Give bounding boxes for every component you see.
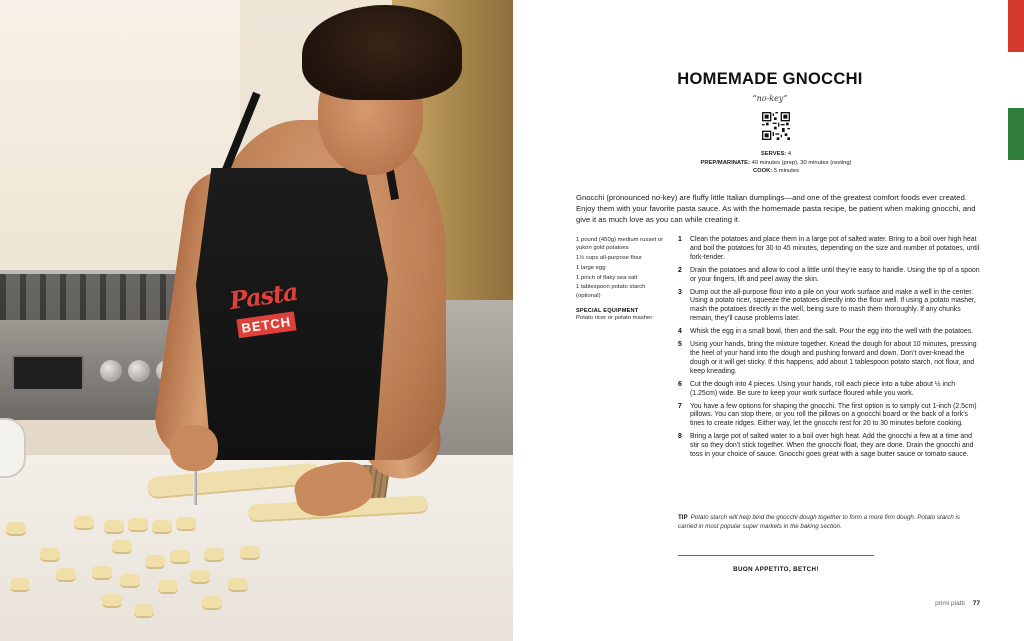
cook-label: COOK: — [752, 168, 773, 175]
gnocchi-piece — [102, 594, 122, 608]
ingredient-list — [576, 236, 668, 300]
serves-label: SERVES: — [760, 151, 787, 157]
recipe-intro: Gnocchi (pronounced no-key) are fluffy little Italian dumplings—and one of the greatest comfort foods ever created. Enjoy them with your favorite pasta sauce. As with the homemade pasta recipe, be patient when making gnocchi, and give it as much love as you can while creating it. — [576, 193, 976, 224]
chapter-tab-red — [1008, 0, 1024, 52]
step-text: Cut the dough into 4 pieces. Using your hands, roll each piece into a tube about ½ inch (1.25cm) wide. Be sure to keep your work surface floured while you work. — [690, 380, 956, 397]
gnocchi-piece — [158, 580, 178, 594]
serves-value: 4 — [787, 151, 792, 157]
step-number: 8 — [678, 433, 682, 441]
gnocchi-piece — [112, 540, 132, 554]
gnocchi-piece — [145, 555, 165, 569]
step-number: 4 — [678, 328, 682, 336]
hair — [302, 5, 462, 100]
ingredients-column — [576, 236, 668, 324]
step-text: Bring a large pot of salted water to a boil over high heat. Add the gnocchi a few at a time and stir so they don’t stick together. When the gnocchi float, they are done. Drain the gnocchi and toss in your choice of sauce. Gnocchi goes great with a sage butter sauce or tomato sauce. — [690, 433, 974, 459]
left-hand — [170, 425, 218, 471]
step-text: Using your hands, bring the mixture together. Knead the dough for about 10 minutes, pressing the heel of your hand into the dough and pushing forward and down. Don’t over-knead the dough or it will get sticky. If this happens, add about 1 tablespoon potato starch, not flour, and keep kneading. — [690, 341, 977, 375]
oven-display — [12, 355, 84, 391]
gnocchi-piece — [10, 578, 30, 592]
chapter-tab-green — [1008, 108, 1024, 160]
ingredient-item: 1 pound (450g) medium russet or yukon gold potatoes — [576, 237, 664, 252]
gnocchi-piece — [74, 516, 94, 530]
step-text: Whisk the egg in a small bowl, then and the salt. Pour the egg into the well with the potatoes. — [690, 328, 974, 336]
step-3 — [678, 289, 980, 325]
step-5 — [678, 341, 980, 377]
prep-label: PREP/MARINATE: — [700, 159, 750, 166]
gnocchi-piece — [152, 520, 172, 534]
ingredient-item: 1 tablespoon potato starch (optional) — [576, 284, 646, 299]
ingredient-item: 1½ cups all-purpose flour — [576, 255, 643, 262]
step-text: Dump out the all-purpose flour into a pile on your work surface and make a well in the center. Using a potato ricer, squeeze the potatoes directly into the flour well. If using a potato masher, mash the potatoes directly in the well, being sure to mash them thoroughly. If any chunks remain, they’ll cause problems later. — [690, 288, 976, 323]
gnocchi-piece — [204, 548, 224, 562]
step-text: Drain the potatoes and allow to cool a little until they’re easy to handle. Using the tip of a spoon or your fingers, lift and peel away the skin. — [690, 266, 980, 283]
step-7 — [678, 403, 980, 430]
page-footer — [900, 600, 980, 607]
gnocchi-piece — [120, 574, 140, 588]
logo-text-bottom: BETCH — [236, 311, 296, 338]
gnocchi-piece — [170, 550, 190, 564]
gnocchi-piece — [228, 578, 248, 592]
step-number: 3 — [678, 288, 682, 296]
apron-logo — [222, 277, 301, 352]
step-number: 5 — [678, 341, 682, 349]
step-number: 7 — [678, 402, 682, 410]
pronunciation: “no-key” — [752, 94, 788, 103]
stove-knob — [100, 360, 122, 382]
equipment-list — [576, 314, 668, 322]
gnocchi-piece — [56, 568, 76, 582]
ingredient-item: 1 large egg — [576, 264, 606, 271]
step-number: 2 — [678, 266, 682, 274]
step-6 — [678, 381, 980, 399]
recipe-meta — [640, 150, 912, 176]
step-number: 6 — [678, 380, 682, 388]
recipe-tip — [678, 513, 978, 531]
step-4 — [678, 328, 980, 337]
gnocchi-piece — [240, 546, 260, 560]
gnocchi-piece — [128, 518, 148, 532]
step-8 — [678, 433, 980, 460]
recipe-title: HOMEMADE GNOCCHI — [677, 70, 863, 88]
step-text: You have a few options for shaping the gnocchi. The first option is to simply cut 1-inch (2.5cm) pillows. You can stop there, or you roll the pillows on a gnocchi board or the back of a fork’s tines to create ridges. Either way, let the gnocchi rest for 20 to 30 minutes before cooking. — [690, 402, 977, 428]
gnocchi-piece — [92, 566, 112, 580]
step-2 — [678, 267, 980, 285]
method-steps — [678, 236, 980, 464]
gnocchi-piece — [176, 517, 196, 531]
logo-text-top: Pasta — [227, 276, 300, 316]
step-text: Clean the potatoes and place them in a large pot of salted water. Bring to a boil over high heat and boil the potatoes for 30 to 45 minutes, depending on the size and number of potatoes, until fork-tender. — [690, 236, 980, 261]
equipment-heading: SPECIAL EQUIPMENT — [576, 308, 639, 315]
bowl — [0, 418, 26, 478]
qr-code-icon[interactable] — [762, 112, 790, 140]
prep-value: 40 minutes (prep), 30 minutes (resting) — [751, 159, 852, 166]
sign-off: BUON APPETITO, BETCH! — [733, 566, 819, 573]
gnocchi-piece — [104, 520, 124, 534]
section-name: primi piatti — [935, 600, 965, 607]
page-number: 77 — [972, 600, 980, 607]
gnocchi-piece — [190, 570, 210, 584]
gnocchi-piece — [40, 548, 60, 562]
equipment-item: Potato ricer or potato masher — [576, 315, 653, 322]
gnocchi-piece — [202, 596, 222, 610]
gnocchi-piece — [6, 522, 26, 536]
cook-value: 5 minutes — [773, 168, 800, 175]
tip-text: Potato starch will help bind the gnocchi dough together to form a more firm dough. Potato starch is carried in most popular super markets in the baking section. — [678, 514, 960, 531]
gnocchi-piece — [134, 604, 154, 618]
tip-label: TIP — [678, 514, 688, 521]
ingredient-item: 1 pinch of flaky sea salt — [576, 274, 638, 281]
divider — [678, 555, 874, 556]
step-number: 1 — [678, 236, 682, 243]
step-1 — [678, 236, 980, 263]
stove-knob — [128, 360, 150, 382]
